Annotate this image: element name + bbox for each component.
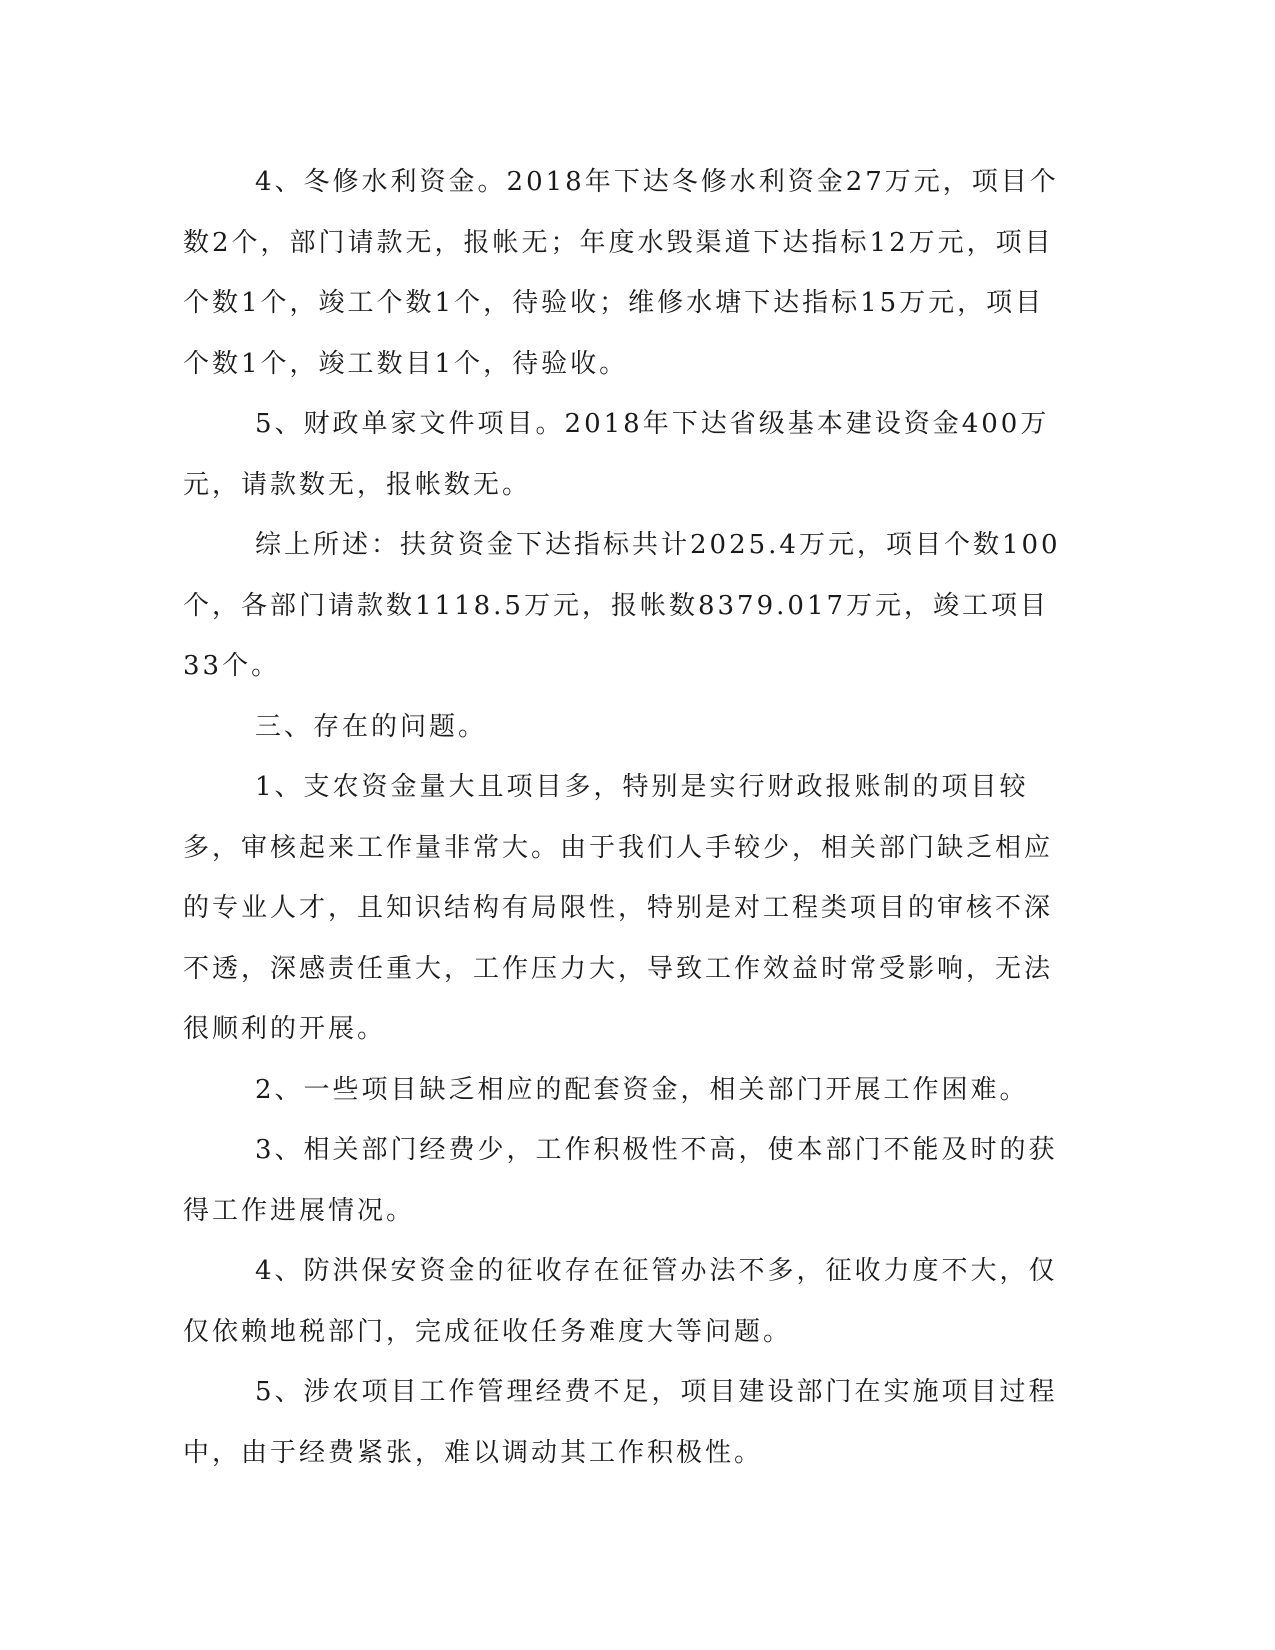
paragraph-problem-1: 1、支农资金量大且项目多，特别是实行财政报账制的项目较多，审核起来工作量非常大。由于我们人手较少，相关部门缺乏相应的专业人才，且知识结构有局限性，特别是对工程类项目的审核不深不透，深感责任重大，工作压力大，导致工作效益时常受影响，无法很顺利的开展。 bbox=[183, 772, 1054, 1044]
paragraph-problem-4: 4、防洪保安资金的征收存在征管办法不多，征收力度不大，仅仅依赖地税部门，完成征收任务难度大等问题。 bbox=[183, 1256, 1058, 1347]
paragraph-problem-3: 3、相关部门经费少，工作积极性不高，使本部门不能及时的获得工作进展情况。 bbox=[183, 1135, 1058, 1226]
paragraph-summary: 综上所述：扶贫资金下达指标共计2025.4万元，项目个数100个，各部门请款数1118.5万元，报帐数8379.017万元，竣工项目33个。 bbox=[183, 530, 1061, 681]
paragraph-winter-water-funds: 4、冬修水利资金。2018年下达冬修水利资金27万元，项目个数2个，部门请款无，报帐无；年度水毁渠道下达指标12万元，项目个数1个，竣工个数1个，待验收；维修水塘下达指标15万元，项目个数1个，竣工数目1个，待验收。 bbox=[183, 167, 1059, 379]
paragraph-problem-5: 5、涉农项目工作管理经费不足，项目建设部门在实施项目过程中，由于经费紧张，难以调动其工作积极性。 bbox=[183, 1377, 1058, 1468]
document-body bbox=[183, 152, 1063, 1483]
section-heading-problems: 三、存在的问题。 bbox=[255, 711, 488, 742]
paragraph-problem-2: 2、一些项目缺乏相应的配套资金，相关部门开展工作困难。 bbox=[255, 1074, 1029, 1105]
paragraph-finance-projects: 5、财政单家文件项目。2018年下达省级基本建设资金400万元，请款数无，报帐数无。 bbox=[183, 409, 1050, 500]
